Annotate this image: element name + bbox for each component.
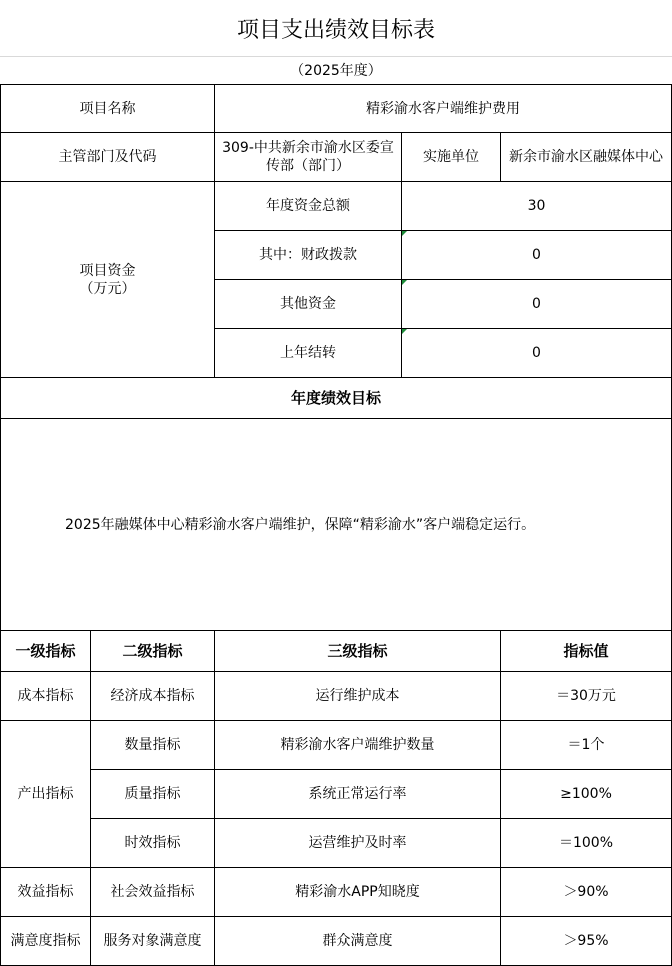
indicator-value: ＝1个	[501, 721, 672, 770]
level2-cell: 时效指标	[91, 819, 215, 868]
funds-other-label: 其他资金	[215, 280, 402, 329]
indicator-value: ＞95%	[501, 917, 672, 966]
department-value: 309-中共新余市渝水区委宣传部（部门）	[215, 133, 402, 182]
indicator-value: ＞90%	[501, 868, 672, 917]
page-title: 项目支出绩效目标表	[0, 0, 672, 57]
funds-fiscal-label: 其中：财政拨款	[215, 231, 402, 280]
level3-cell: 运行维护成本	[215, 672, 501, 721]
funds-carryover-label: 上年结转	[215, 329, 402, 378]
goal-table	[0, 84, 672, 966]
level2-cell: 数量指标	[91, 721, 215, 770]
level1-output: 产出指标	[1, 721, 91, 868]
indicator-value: ≥100%	[501, 770, 672, 819]
level1-cost: 成本指标	[1, 672, 91, 721]
fiscal-year: （2025年度）	[290, 63, 382, 79]
header-level1: 一级指标	[1, 631, 91, 672]
level3-cell: 运营维护及时率	[215, 819, 501, 868]
indicator-value: ＝100%	[501, 819, 672, 868]
header-level2: 二级指标	[91, 631, 215, 672]
level2-cell: 经济成本指标	[91, 672, 215, 721]
funds-label-line1: 项目资金	[79, 262, 136, 279]
level3-cell: 群众满意度	[215, 917, 501, 966]
level2-cell: 社会效益指标	[91, 868, 215, 917]
funds-label	[1, 182, 215, 378]
level3-cell: 系统正常运行率	[215, 770, 501, 819]
funds-fiscal-value: 0	[402, 231, 672, 280]
funds-label-line2: （万元）	[79, 280, 136, 297]
annual-goal-header: 年度绩效目标	[1, 378, 672, 419]
header-value: 指标值	[501, 631, 672, 672]
funds-other-value: 0	[402, 280, 672, 329]
implementing-unit-value: 新余市渝水区融媒体中心	[501, 133, 672, 182]
project-name-value: 精彩渝水客户端维护费用	[215, 85, 672, 133]
level2-cell: 质量指标	[91, 770, 215, 819]
funds-total-label: 年度资金总额	[215, 182, 402, 231]
level3-cell: 精彩渝水客户端维护数量	[215, 721, 501, 770]
level1-satisfaction: 满意度指标	[1, 917, 91, 966]
department-label: 主管部门及代码	[1, 133, 215, 182]
level1-benefit: 效益指标	[1, 868, 91, 917]
level3-cell: 精彩渝水APP知晓度	[215, 868, 501, 917]
implementing-unit-label: 实施单位	[402, 133, 501, 182]
project-name-label: 项目名称	[1, 85, 215, 133]
funds-carryover-value: 0	[402, 329, 672, 378]
header-level3: 三级指标	[215, 631, 501, 672]
annual-goal-text: 2025年融媒体中心精彩渝水客户端维护，保障“精彩渝水”客户端稳定运行。	[1, 419, 672, 631]
funds-total-value: 30	[402, 182, 672, 231]
indicator-value: ＝30万元	[501, 672, 672, 721]
level2-cell: 服务对象满意度	[91, 917, 215, 966]
